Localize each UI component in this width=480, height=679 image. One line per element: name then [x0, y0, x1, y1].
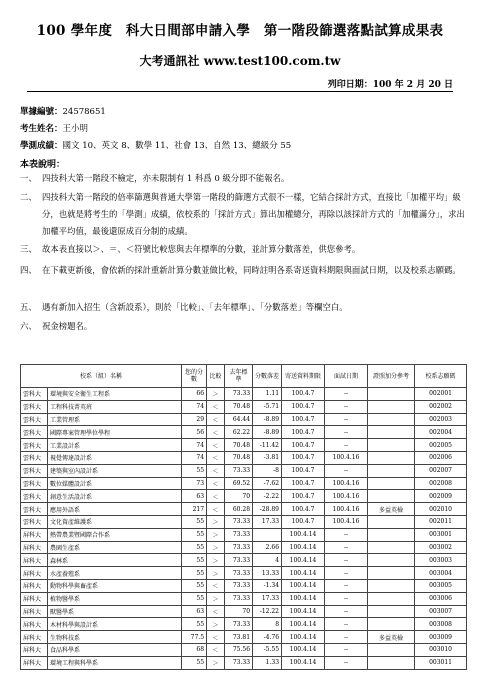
site-name: 大考通訊社 www.test100.com.tw: [139, 54, 341, 68]
send-deadline-cell: 100.4.14: [282, 579, 325, 592]
column-header: 證照加分參考: [368, 365, 415, 388]
code-cell: 003005: [415, 579, 467, 592]
school-cell: 雲科大: [21, 515, 48, 528]
last-year-cell: 69.52: [225, 477, 253, 490]
code-cell: 003008: [415, 618, 467, 631]
note-item: [20, 318, 466, 335]
department-cell: 水產養殖系: [48, 567, 182, 580]
certificate-cell: [368, 490, 415, 503]
note-item: [20, 241, 466, 258]
code-cell: 002004: [415, 426, 467, 439]
table-row: [21, 464, 467, 477]
school-cell: 雲科大: [21, 426, 48, 439]
code-cell: 002005: [415, 439, 467, 452]
send-deadline-cell: 100.4.7: [282, 515, 325, 528]
certificate-cell: [368, 413, 415, 426]
last-year-cell: 75.56: [225, 643, 253, 656]
code-cell: 002006: [415, 451, 467, 464]
certificate-cell: 多益英檢: [368, 503, 415, 516]
certificate-cell: [368, 618, 415, 631]
send-deadline-cell: 100.4.14: [282, 643, 325, 656]
table-row: [21, 413, 467, 426]
code-cell: 002003: [415, 413, 467, 426]
last-year-cell: 70.48: [225, 439, 253, 452]
certificate-cell: [368, 464, 415, 477]
send-deadline-cell: 100.4.14: [282, 605, 325, 618]
code-cell: 002001: [415, 388, 467, 401]
interview-date-cell: --: [325, 618, 368, 631]
certificate-cell: [368, 477, 415, 490]
certificate-cell: [368, 605, 415, 618]
last-year-cell: 60.28: [225, 503, 253, 516]
code-cell: 002002: [415, 400, 467, 413]
send-deadline-cell: 100.4.14: [282, 631, 325, 644]
compare-cell: ＜: [207, 439, 225, 452]
score-gap-cell: 17.33: [253, 515, 282, 528]
compare-cell: ＜: [207, 426, 225, 439]
code-cell: 003009: [415, 631, 467, 644]
table-row: [21, 592, 467, 605]
table-row: [21, 541, 467, 554]
code-cell: 002011: [415, 515, 467, 528]
interview-date-cell: --: [325, 400, 368, 413]
note-text: 四技科大第一階段的倍率篩選與普通大學第一階段的篩選方式很不一樣，它結合採計方式，直接比「加權平均」級分，也就是將考生的「學測」成績，依校系的「採計方式」算出加權總分，再除以該採計方式的「加權滿分」，求出加權平均值，最後還原成百分制的成績。: [42, 192, 465, 236]
last-year-cell: 73.33: [225, 592, 253, 605]
certificate-cell: [368, 439, 415, 452]
column-header: 去年標準: [225, 365, 253, 388]
note-text: 祝金榜題名。: [42, 321, 93, 331]
table-row: [21, 605, 467, 618]
note-item: [20, 262, 466, 279]
last-year-cell: 73.33: [225, 656, 253, 669]
school-cell: 雲科大: [21, 413, 48, 426]
department-cell: 動物科學與畜產系: [48, 579, 182, 592]
student-name-row: [20, 122, 88, 134]
department-cell: 工業設計系: [48, 439, 182, 452]
score-gap-cell: 2.66: [253, 541, 282, 554]
last-year-cell: 70.48: [225, 400, 253, 413]
send-deadline-cell: 100.4.7: [282, 388, 325, 401]
department-cell: 工業管理系: [48, 413, 182, 426]
interview-date-cell: --: [325, 464, 368, 477]
score-gap-cell: -8: [253, 464, 282, 477]
compare-cell: ＞: [207, 515, 225, 528]
score-gap-cell: -4.76: [253, 631, 282, 644]
your-score-cell: 55: [182, 528, 207, 541]
note-text: 遇有新加入招生（含新設系），則於「比較」、「去年標準」、「分數落差」等欄空白。: [42, 302, 348, 312]
last-year-cell: 70: [225, 605, 253, 618]
score-gap-cell: -12.22: [253, 605, 282, 618]
code-cell: 003010: [415, 643, 467, 656]
compare-cell: ＜: [207, 400, 225, 413]
code-cell: 003002: [415, 541, 467, 554]
compare-cell: ＞: [207, 554, 225, 567]
interview-date-cell: 100.4.16: [325, 490, 368, 503]
code-cell: 002008: [415, 477, 467, 490]
department-cell: 森林系: [48, 554, 182, 567]
school-cell: 屏科大: [21, 592, 48, 605]
table-row: [21, 579, 467, 592]
score-gap-cell: 1.33: [253, 656, 282, 669]
school-cell: 屏科大: [21, 528, 48, 541]
column-header: 面試日期: [325, 365, 368, 388]
department-cell: 獸醫學系: [48, 605, 182, 618]
send-deadline-cell: 100.4.7: [282, 490, 325, 503]
school-cell: 屏科大: [21, 605, 48, 618]
compare-cell: ＜: [207, 477, 225, 490]
interview-date-cell: --: [325, 631, 368, 644]
send-deadline-cell: 100.4.7: [282, 503, 325, 516]
last-year-cell: 73.33: [225, 579, 253, 592]
school-cell: 屏科大: [21, 554, 48, 567]
score-gap-cell: -8.89: [253, 426, 282, 439]
department-cell: 食品科學系: [48, 643, 182, 656]
student-score-row: [20, 139, 291, 151]
certificate-cell: [368, 643, 415, 656]
last-year-cell: 73.33: [225, 515, 253, 528]
note-number: 五、: [20, 302, 37, 312]
compare-cell: ＜: [207, 643, 225, 656]
code-cell: 003007: [415, 605, 467, 618]
score-gap-cell: 1.11: [253, 388, 282, 401]
compare-cell: ＞: [207, 388, 225, 401]
certificate-cell: [368, 388, 415, 401]
table-row: [21, 528, 467, 541]
score-gap-cell: 4: [253, 554, 282, 567]
your-score-cell: 74: [182, 400, 207, 413]
column-header: 分數落差: [253, 365, 282, 388]
school-cell: 雲科大: [21, 451, 48, 464]
department-cell: 文化資產維護系: [48, 515, 182, 528]
note-number: 六、: [20, 321, 37, 331]
results-table: [20, 364, 467, 670]
compare-cell: ＞: [207, 656, 225, 669]
certificate-cell: [368, 528, 415, 541]
score-gap-cell: -7.62: [253, 477, 282, 490]
interview-date-cell: --: [325, 656, 368, 669]
print-date: 列印日期：100 年 2 月 20 日: [327, 80, 453, 90]
certificate-cell: [368, 592, 415, 605]
school-cell: 雲科大: [21, 400, 48, 413]
table-body: [21, 388, 467, 670]
certificate-cell: [368, 426, 415, 439]
student-name-value: 王小明: [62, 124, 89, 134]
last-year-cell: 73.33: [225, 567, 253, 580]
note-item: [20, 189, 466, 240]
score-gap-cell: 13.33: [253, 567, 282, 580]
certificate-cell: [368, 554, 415, 567]
table-row: [21, 477, 467, 490]
send-deadline-cell: 100.4.7: [282, 451, 325, 464]
your-score-cell: 55: [182, 579, 207, 592]
column-header: 比較: [207, 365, 225, 388]
table-header-row: [21, 365, 467, 388]
interview-date-cell: --: [325, 605, 368, 618]
code-cell: 003001: [415, 528, 467, 541]
last-year-cell: 73.33: [225, 464, 253, 477]
school-cell: 雲科大: [21, 477, 48, 490]
note-number: 二、: [20, 192, 37, 202]
department-cell: 視覺傳達設計系: [48, 451, 182, 464]
last-year-cell: 73.33: [225, 528, 253, 541]
compare-cell: ＜: [207, 490, 225, 503]
school-cell: 屏科大: [21, 656, 48, 669]
last-year-cell: 64.44: [225, 413, 253, 426]
table-row: [21, 503, 467, 516]
send-deadline-cell: 100.4.14: [282, 618, 325, 631]
interview-date-cell: 100.4.16: [325, 503, 368, 516]
code-cell: 002007: [415, 464, 467, 477]
score-gap-cell: -28.89: [253, 503, 282, 516]
column-header: 校系（組）名稱: [21, 365, 182, 388]
last-year-cell: 62.22: [225, 426, 253, 439]
interview-date-cell: --: [325, 643, 368, 656]
school-cell: 屏科大: [21, 631, 48, 644]
send-deadline-cell: 100.4.14: [282, 528, 325, 541]
last-year-cell: 73.33: [225, 554, 253, 567]
compare-cell: ＜: [207, 631, 225, 644]
interview-date-cell: 100.4.16: [325, 477, 368, 490]
certificate-cell: 多益英檢: [368, 631, 415, 644]
compare-cell: ＞: [207, 567, 225, 580]
table-row: [21, 400, 467, 413]
column-header: 寄送資料期限: [282, 365, 325, 388]
your-score-cell: 55: [182, 567, 207, 580]
code-cell: 003003: [415, 554, 467, 567]
interview-date-cell: 100.4.16: [325, 451, 368, 464]
department-cell: 熱帶農業暨國際合作系: [48, 528, 182, 541]
page-title: 100 學年度 科大日間部申請入學 第一階段篩選落點試算成果表: [36, 23, 444, 39]
code-cell: 002009: [415, 490, 467, 503]
student-id-value: 24578651: [62, 107, 106, 117]
table-row: [21, 567, 467, 580]
compare-cell: ＜: [207, 413, 225, 426]
header-divider: [27, 91, 453, 92]
score-gap-cell: -5.55: [253, 643, 282, 656]
student-name-label: 考生姓名：: [20, 124, 63, 134]
school-cell: 屏科大: [21, 618, 48, 631]
notes-title: 本表說明：: [20, 160, 66, 170]
compare-cell: ＜: [207, 464, 225, 477]
table-row: [21, 388, 467, 401]
interview-date-cell: --: [325, 579, 368, 592]
compare-cell: ＞: [207, 541, 225, 554]
your-score-cell: 56: [182, 426, 207, 439]
code-cell: 003004: [415, 567, 467, 580]
code-cell: 002010: [415, 503, 467, 516]
your-score-cell: 55: [182, 464, 207, 477]
school-cell: 雲科大: [21, 464, 48, 477]
interview-date-cell: --: [325, 528, 368, 541]
note-number: 四、: [20, 265, 37, 275]
your-score-cell: 66: [182, 388, 207, 401]
student-id-row: [20, 105, 106, 117]
your-score-cell: 55: [182, 656, 207, 669]
department-cell: 農園生產系: [48, 541, 182, 554]
interview-date-cell: --: [325, 388, 368, 401]
department-cell: 生物科技系: [48, 631, 182, 644]
your-score-cell: 63: [182, 490, 207, 503]
note-item: [20, 170, 466, 187]
department-cell: 應用外語系: [48, 503, 182, 516]
student-score-value: 國文 10、英文 8、數學 11、社會 13、自然 13、總級分 55: [62, 141, 292, 151]
interview-date-cell: --: [325, 592, 368, 605]
table-row: [21, 656, 467, 669]
certificate-cell: [368, 541, 415, 554]
note-number: 一、: [20, 173, 37, 183]
certificate-cell: [368, 400, 415, 413]
student-score-label: 學測成績：: [20, 141, 63, 151]
code-cell: 003006: [415, 592, 467, 605]
table-row: [21, 426, 467, 439]
your-score-cell: 73: [182, 477, 207, 490]
send-deadline-cell: 100.4.7: [282, 400, 325, 413]
score-gap-cell: [253, 528, 282, 541]
school-cell: 屏科大: [21, 579, 48, 592]
note-item: [20, 299, 466, 316]
school-cell: 雲科大: [21, 503, 48, 516]
school-cell: 雲科大: [21, 388, 48, 401]
certificate-cell: [368, 515, 415, 528]
table-row: [21, 439, 467, 452]
certificate-cell: [368, 656, 415, 669]
score-gap-cell: -3.81: [253, 451, 282, 464]
interview-date-cell: --: [325, 541, 368, 554]
your-score-cell: 29: [182, 413, 207, 426]
your-score-cell: 55: [182, 554, 207, 567]
score-gap-cell: 8: [253, 618, 282, 631]
last-year-cell: 73.33: [225, 388, 253, 401]
department-cell: 環境與安全衛生工程系: [48, 388, 182, 401]
table-row: [21, 643, 467, 656]
school-cell: 雲科大: [21, 490, 48, 503]
send-deadline-cell: 100.4.14: [282, 592, 325, 605]
score-gap-cell: -5.71: [253, 400, 282, 413]
table-row: [21, 554, 467, 567]
your-score-cell: 55: [182, 592, 207, 605]
last-year-cell: 70.48: [225, 451, 253, 464]
compare-cell: ＜: [207, 579, 225, 592]
last-year-cell: 73.81: [225, 631, 253, 644]
table-row: [21, 451, 467, 464]
note-number: 三、: [20, 244, 37, 254]
interview-date-cell: 100.4.16: [325, 515, 368, 528]
send-deadline-cell: 100.4.7: [282, 413, 325, 426]
column-header: 您的分數: [182, 365, 207, 388]
send-deadline-cell: 100.4.14: [282, 656, 325, 669]
department-cell: 國際專案管理學位學程: [48, 426, 182, 439]
score-gap-cell: 17.33: [253, 592, 282, 605]
certificate-cell: [368, 567, 415, 580]
your-score-cell: 74: [182, 451, 207, 464]
interview-date-cell: --: [325, 426, 368, 439]
school-cell: 屏科大: [21, 643, 48, 656]
send-deadline-cell: 100.4.14: [282, 567, 325, 580]
school-cell: 屏科大: [21, 567, 48, 580]
compare-cell: ＜: [207, 451, 225, 464]
department-cell: 工程科技菁英班: [48, 400, 182, 413]
certificate-cell: [368, 579, 415, 592]
table-row: [21, 490, 467, 503]
score-gap-cell: -1.34: [253, 579, 282, 592]
send-deadline-cell: 100.4.14: [282, 541, 325, 554]
code-cell: 003011: [415, 656, 467, 669]
table-row: [21, 618, 467, 631]
interview-date-cell: --: [325, 554, 368, 567]
score-gap-cell: -11.42: [253, 439, 282, 452]
compare-cell: ＜: [207, 503, 225, 516]
note-text: 在下載更新後，會依新的採計重新計算分數並做比較，同時註明各系寄送資料期限與面試日期，以及校系志願碼。: [42, 265, 461, 275]
last-year-cell: 73.33: [225, 618, 253, 631]
certificate-cell: [368, 451, 415, 464]
your-score-cell: 68: [182, 643, 207, 656]
table-row: [21, 631, 467, 644]
score-gap-cell: -2.22: [253, 490, 282, 503]
interview-date-cell: --: [325, 439, 368, 452]
send-deadline-cell: 100.4.7: [282, 477, 325, 490]
send-deadline-cell: 100.4.7: [282, 464, 325, 477]
interview-date-cell: --: [325, 413, 368, 426]
send-deadline-cell: 100.4.7: [282, 426, 325, 439]
compare-cell: ＞: [207, 592, 225, 605]
department-cell: 環境工程與科學系: [48, 656, 182, 669]
department-cell: 木材科學與設計系: [48, 618, 182, 631]
score-gap-cell: -8.89: [253, 413, 282, 426]
your-score-cell: 74: [182, 439, 207, 452]
compare-cell: ＞: [207, 618, 225, 631]
your-score-cell: 77.5: [182, 631, 207, 644]
department-cell: 創意生活設計系: [48, 490, 182, 503]
school-cell: 雲科大: [21, 439, 48, 452]
department-cell: 植物醫學系: [48, 592, 182, 605]
department-cell: 建築與室內設計系: [48, 464, 182, 477]
interview-date-cell: --: [325, 567, 368, 580]
compare-cell: ＜: [207, 605, 225, 618]
note-text: 故本表直接以＞、＝、＜符號比較您與去年標準的分數，並計算分數落差，供您參考。: [42, 244, 361, 254]
send-deadline-cell: 100.4.14: [282, 554, 325, 567]
your-score-cell: 55: [182, 618, 207, 631]
your-score-cell: 55: [182, 515, 207, 528]
note-text: 四技科大第一階段不檢定，亦未限制有 1 科爲 0 級分即不能報名。: [42, 173, 290, 183]
department-cell: 數位媒體設計系: [48, 477, 182, 490]
table-row: [21, 515, 467, 528]
school-cell: 屏科大: [21, 541, 48, 554]
student-id-label: 單據編號：: [20, 107, 63, 117]
your-score-cell: 55: [182, 541, 207, 554]
column-header: 校系志願碼: [415, 365, 467, 388]
compare-cell: ＞: [207, 528, 225, 541]
send-deadline-cell: 100.4.7: [282, 439, 325, 452]
last-year-cell: 73.33: [225, 541, 253, 554]
your-score-cell: 63: [182, 605, 207, 618]
last-year-cell: 70: [225, 490, 253, 503]
your-score-cell: 217: [182, 503, 207, 516]
